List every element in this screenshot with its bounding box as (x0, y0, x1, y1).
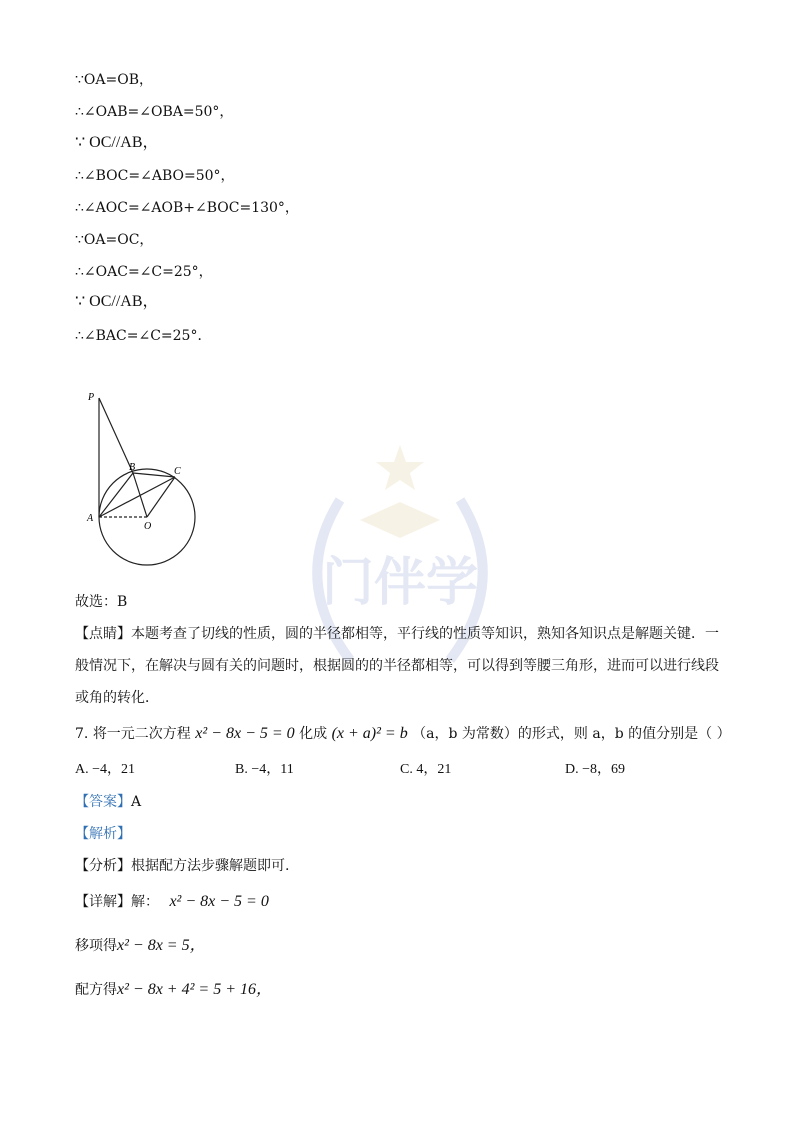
step-3: ∵ OC//AB， (75, 134, 159, 151)
daan-tag: 【答案】 (75, 794, 131, 810)
answer-row (75, 792, 141, 812)
fenxi-tag: 【分析】 (75, 858, 131, 874)
label-b: B (129, 462, 136, 473)
step-2: ∴∠OAB=∠OBA=50°， (75, 104, 234, 120)
segment-pb (99, 398, 136, 473)
step-8: ∵ OC//AB， (75, 293, 159, 310)
label-c: C (174, 466, 181, 477)
label-p: P (88, 392, 95, 403)
cap-icon (360, 502, 440, 538)
dianjing-text: 本题考查了切线的性质，圆的半径都相等，平行线的性质等知识，熟知各知识点是解题关键．一般情况下，在解决与圆有关的问题时，根据圆的的半径都相等，可以得到等腰三角形，进而可以进行线段或角的转化． (75, 626, 719, 706)
question-eq2: (x + a)² = b (331, 725, 408, 742)
geometry-figure (85, 390, 210, 570)
option-a: A. −4，21 (75, 762, 136, 777)
step-7: ∴∠OAC=∠C=25°， (75, 264, 213, 280)
question-7 (75, 724, 731, 744)
label-a: A (87, 513, 94, 524)
step-5: ∴∠AOC=∠AOB+∠BOC=130°， (75, 200, 299, 216)
option-b: B. −4，11 (235, 762, 294, 777)
question-text-before: 将一元二次方程 (92, 726, 191, 742)
question-eq1: x² − 8x − 5 = 0 (195, 725, 295, 742)
daan-value: A (131, 794, 142, 810)
segment-bo (133, 473, 147, 517)
star-icon (376, 445, 424, 490)
xiangjie-prefix: 解： (131, 894, 159, 910)
xiangjie-tag: 【详解】 (75, 894, 131, 910)
dianjing-tag: 【点睛】 (75, 626, 131, 642)
step-6: ∵OA=OC， (75, 232, 154, 248)
yixiang-eq: x² − 8x = 5， (117, 937, 206, 954)
peifang-eq: x² − 8x + 4² = 5 + 16， (117, 981, 272, 998)
peifang-label: 配方得 (75, 982, 117, 998)
question-text-mid: 化成 (299, 726, 328, 742)
option-d: D. −8，69 (565, 762, 626, 777)
question-number: 7. (75, 726, 89, 742)
peifang-row (75, 980, 272, 1000)
answer-line: 故选：B (75, 594, 128, 610)
fenxi-text: 根据配方法步骤解题即可. (131, 858, 290, 874)
jiexi-tag: 【解析】 (75, 826, 131, 842)
xiangjie-row (75, 892, 269, 912)
label-o: O (144, 521, 152, 532)
dianjing-paragraph (75, 618, 725, 714)
step-1: ∵OA=OB， (75, 72, 153, 88)
yixiang-row (75, 936, 206, 956)
question-text-after: （a，b 为常数）的形式，则 a，b 的值分别是（ ） (412, 726, 731, 742)
step-4: ∴∠BOC=∠ABO=50°， (75, 168, 235, 184)
watermark-text: 门伴学 (321, 553, 479, 613)
segment-ac (99, 477, 175, 517)
option-c: C. 4，21 (400, 762, 452, 777)
segment-oc (147, 477, 175, 517)
yixiang-label: 移项得 (75, 938, 117, 954)
xiangjie-eq: x² − 8x − 5 = 0 (169, 893, 269, 910)
step-9: ∴∠BAC=∠C=25°． (75, 328, 212, 344)
fenxi-row (75, 856, 289, 876)
